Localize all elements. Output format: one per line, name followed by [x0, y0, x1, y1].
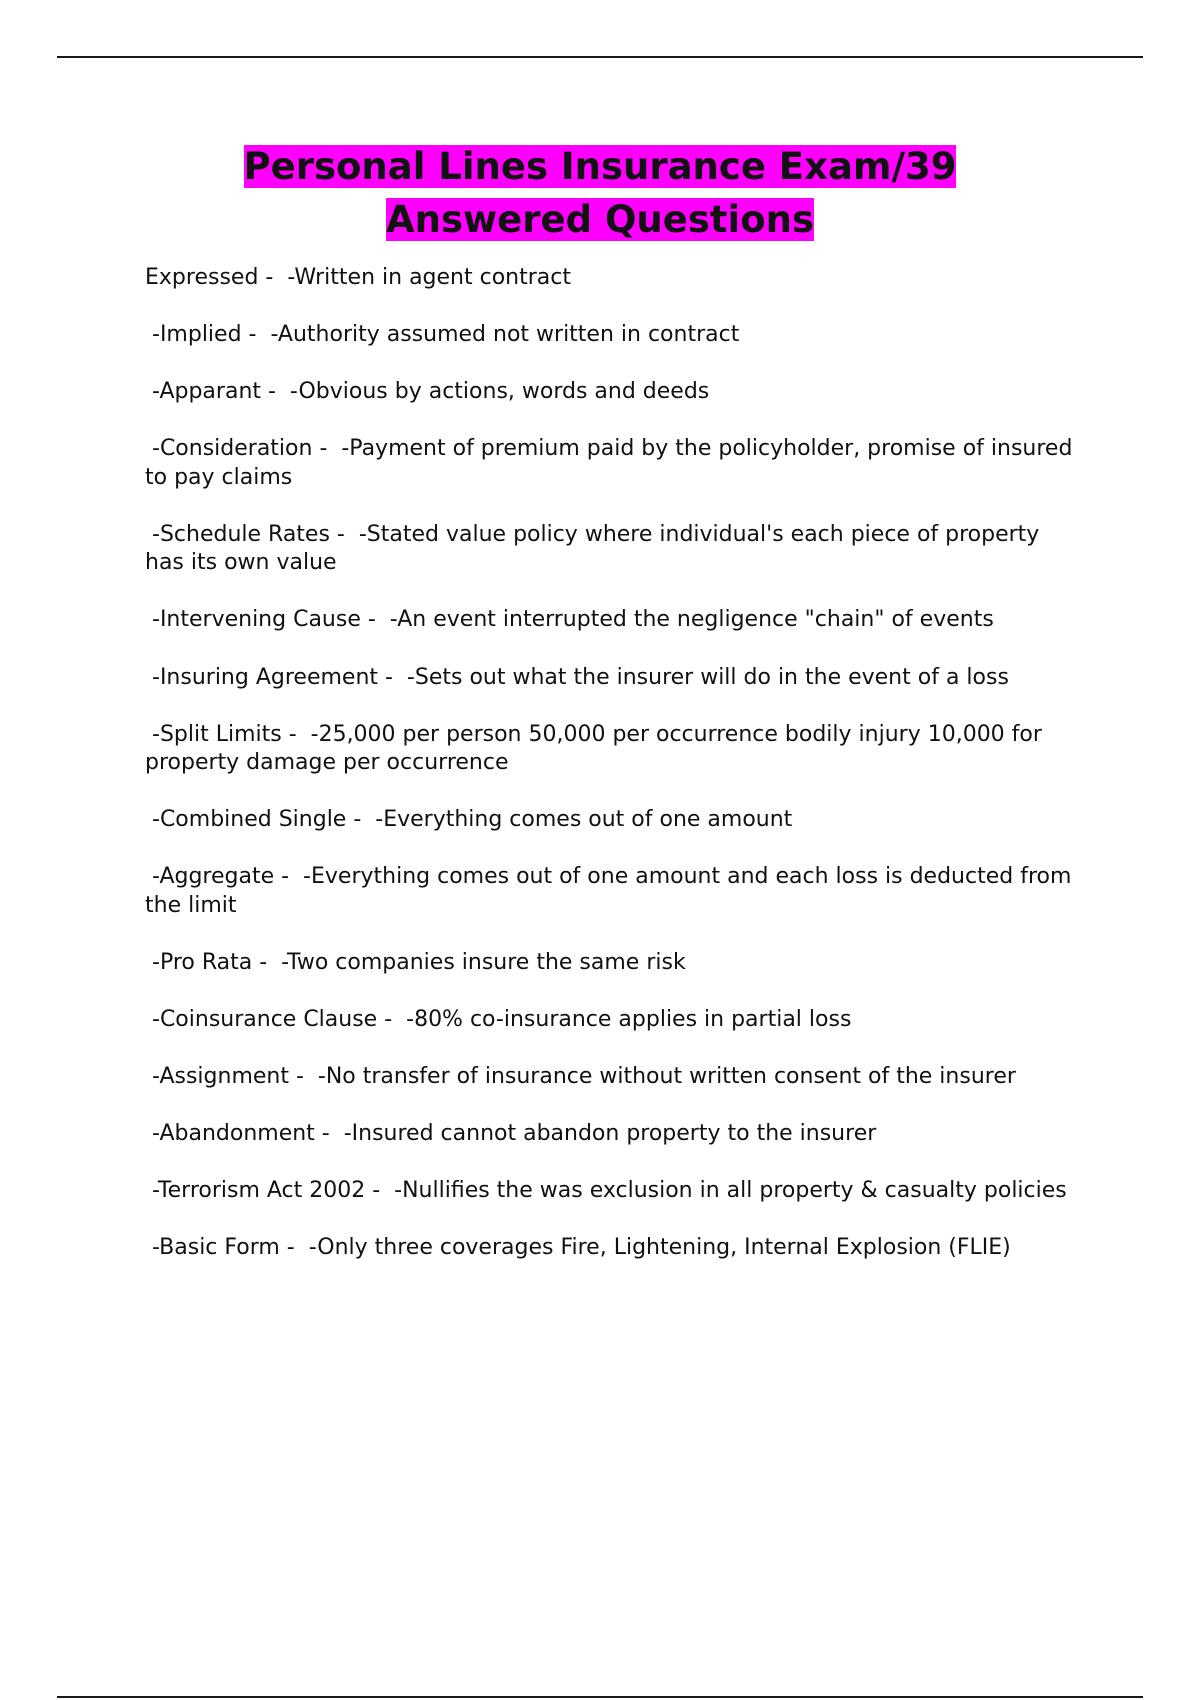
- qa-item: -Implied - -Authority assumed not written in contract: [145, 322, 740, 348]
- qa-item: -Intervening Cause - -An event interrupted the negligence "chain" of events: [145, 607, 994, 633]
- title-line-1: Personal Lines Insurance Exam/39: [243, 145, 957, 188]
- document-title: [0, 144, 1200, 250]
- qa-item: -Coinsurance Clause - -80% co-insurance applies in partial loss: [145, 1007, 852, 1033]
- qa-item: Expressed - -Written in agent contract: [145, 265, 571, 290]
- qa-item: -Assignment - -No transfer of insurance without written consent of the insurer: [145, 1064, 1016, 1090]
- qa-item: -Consideration - -Payment of premium paid by the policyholder, promise of insured to pay claims: [145, 436, 1080, 490]
- qa-list: [145, 264, 1085, 1292]
- qa-item: -Pro Rata - -Two companies insure the same risk: [145, 949, 686, 975]
- top-rule: [57, 56, 1143, 58]
- title-line-2: Answered Questions: [385, 198, 815, 241]
- qa-item: -Terrorism Act 2002 - -Nullifies the was exclusion in all property & casualty policies: [145, 1178, 1067, 1204]
- qa-item: -Apparant - -Obvious by actions, words and deeds: [145, 379, 710, 405]
- qa-item: -Basic Form - -Only three coverages Fire, Lightening, Internal Explosion (FLIE): [145, 1235, 1011, 1261]
- qa-item: -Schedule Rates - -Stated value policy where individual's each piece of property has its own value: [145, 521, 1047, 576]
- qa-item: -Insuring Agreement - -Sets out what the insurer will do in the event of a loss: [145, 664, 1009, 690]
- qa-item: -Split Limits - -25,000 per person 50,000 per occurrence bodily injury 10,000 for property damage per occurrence: [145, 721, 1049, 776]
- qa-item: -Combined Single - -Everything comes out of one amount: [145, 807, 793, 833]
- bottom-rule: [57, 1696, 1143, 1698]
- qa-item: -Aggregate - -Everything comes out of one amount and each loss is deducted from the limit: [145, 864, 1079, 918]
- qa-item: -Abandonment - -Insured cannot abandon property to the insurer: [145, 1121, 877, 1147]
